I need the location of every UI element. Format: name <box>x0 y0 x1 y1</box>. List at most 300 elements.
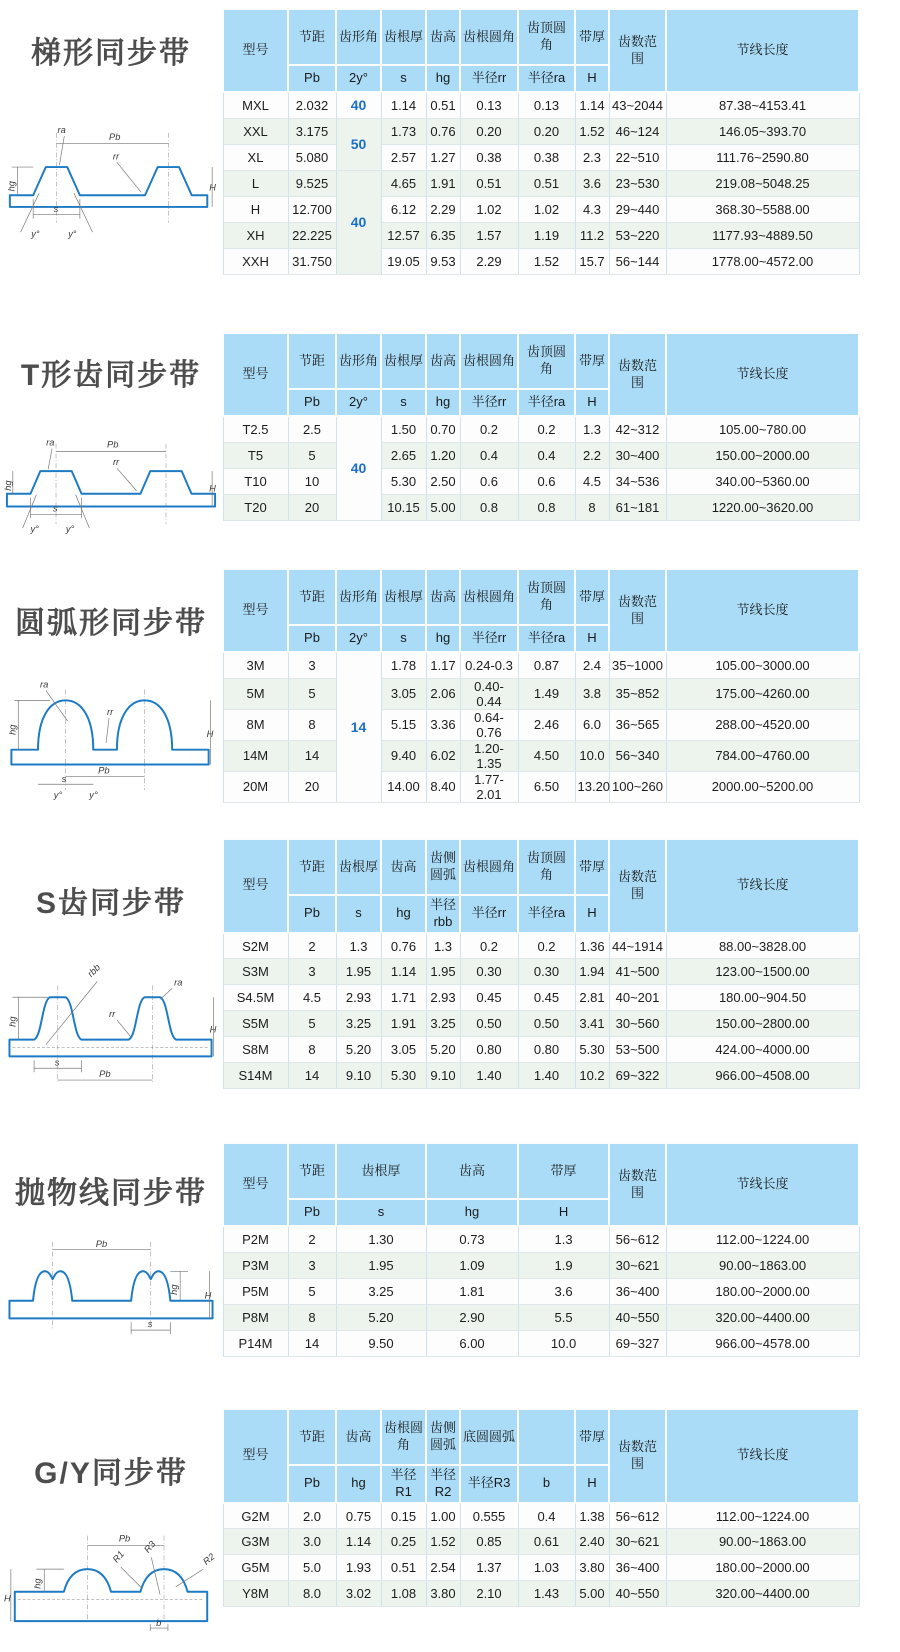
column-header: Pb <box>288 895 336 933</box>
h-label: H <box>209 1024 217 1035</box>
table-row <box>223 959 859 985</box>
rr-leader-line <box>117 162 141 192</box>
section-left-column <box>0 568 222 800</box>
value-cell: 3.41 <box>575 1011 609 1037</box>
value-cell: 9.53 <box>426 248 460 274</box>
column-header: 齿形角 <box>336 569 381 625</box>
column-header <box>518 1409 575 1465</box>
model-cell: G5M <box>223 1555 288 1581</box>
section-left-column <box>0 838 222 1086</box>
column-header: 齿数范围 <box>609 333 666 416</box>
value-cell: 1.36 <box>575 933 609 959</box>
value-cell: 44~1914 <box>609 933 666 959</box>
value-cell: 105.00~780.00 <box>666 416 859 442</box>
value-cell: 1.52 <box>426 1529 460 1555</box>
value-cell: 100~260 <box>609 771 666 802</box>
value-cell: 56~340 <box>609 740 666 771</box>
value-cell: 53~500 <box>609 1037 666 1063</box>
table-row <box>223 1278 859 1304</box>
column-header: 节线长度 <box>666 333 859 416</box>
table-row <box>223 1011 859 1037</box>
value-cell: 1778.00~4572.00 <box>666 248 859 274</box>
value-cell: 112.00~1224.00 <box>666 1503 859 1529</box>
value-cell: 1.14 <box>575 92 609 118</box>
model-cell: T20 <box>223 494 288 520</box>
pb-label: Pb <box>107 439 119 450</box>
value-cell: 105.00~3000.00 <box>666 652 859 678</box>
value-cell: 14 <box>288 740 336 771</box>
value-cell: 0.76 <box>381 933 426 959</box>
model-cell: 20M <box>223 771 288 802</box>
value-cell: 2.032 <box>288 92 336 118</box>
value-cell: 3.05 <box>381 1037 426 1063</box>
value-cell: 3.02 <box>336 1581 381 1607</box>
column-header: H <box>575 65 609 92</box>
pb-label: Pb <box>99 1069 111 1080</box>
s-label: s <box>53 503 58 514</box>
s-tooth-belt-profile-diagram <box>4 946 218 1086</box>
value-cell: 29~440 <box>609 196 666 222</box>
model-cell: 14M <box>223 740 288 771</box>
rbb-label: rbb <box>85 962 103 979</box>
h-label: H <box>3 1593 11 1604</box>
column-header: hg <box>336 1465 381 1503</box>
value-cell: 1.02 <box>518 196 575 222</box>
value-cell: 784.00~4760.00 <box>666 740 859 771</box>
ra-label: ra <box>46 437 55 448</box>
value-cell: 35~1000 <box>609 652 666 678</box>
value-cell: 180.00~904.50 <box>666 985 859 1011</box>
model-cell: S14M <box>223 1063 288 1089</box>
column-header: 齿根厚 <box>336 1143 426 1199</box>
value-cell: 0.25 <box>381 1529 426 1555</box>
angle-line <box>21 193 39 232</box>
section-trapezoid-belt <box>0 8 900 275</box>
angle-label: y° <box>68 229 77 240</box>
value-cell: 0.40-0.44 <box>460 678 518 709</box>
column-header: 半径rr <box>460 65 518 92</box>
section-title: 圆弧形同步带 <box>15 607 207 640</box>
table-row <box>223 416 859 442</box>
column-header: hg <box>381 895 426 933</box>
value-cell: 3.36 <box>426 709 460 740</box>
ra-label: ra <box>39 679 49 690</box>
value-cell: 2.2 <box>575 442 609 468</box>
value-cell: 1.3 <box>518 1226 609 1252</box>
value-cell: 1.30 <box>336 1226 426 1252</box>
column-header: hg <box>426 389 460 416</box>
column-header: 2y° <box>336 625 381 652</box>
value-cell: 53~220 <box>609 222 666 248</box>
table-row <box>223 709 859 740</box>
value-cell: 3.05 <box>381 678 426 709</box>
model-cell: S2M <box>223 933 288 959</box>
value-cell: 2.54 <box>426 1555 460 1581</box>
value-cell: 111.76~2590.80 <box>666 144 859 170</box>
value-cell: 69~322 <box>609 1063 666 1089</box>
value-cell: 6.12 <box>381 196 426 222</box>
value-cell: 5.5 <box>518 1304 609 1330</box>
value-cell: 5.30 <box>381 468 426 494</box>
column-header: 齿根圆角 <box>460 569 518 625</box>
value-cell: 1220.00~3620.00 <box>666 494 859 520</box>
model-cell: Y8M <box>223 1581 288 1607</box>
rr-label: rr <box>107 707 114 718</box>
value-cell: 2.29 <box>460 248 518 274</box>
value-cell: 3.6 <box>575 170 609 196</box>
value-cell: 0.13 <box>460 92 518 118</box>
column-header: 2y° <box>336 389 381 416</box>
column-header: 半径ra <box>518 625 575 652</box>
parabolic-belt-profile-diagram <box>5 1234 217 1338</box>
r3-leader-line <box>151 1557 160 1594</box>
value-cell: 1177.93~4889.50 <box>666 222 859 248</box>
column-header: 带厚 <box>575 839 609 895</box>
hg-label: hg <box>169 1284 180 1295</box>
table-row <box>223 740 859 771</box>
value-cell: 0.8 <box>518 494 575 520</box>
table-row <box>223 196 859 222</box>
value-cell: 1.95 <box>336 959 381 985</box>
column-header: Pb <box>288 625 336 652</box>
column-header: 齿根厚 <box>336 839 381 895</box>
h-label: H <box>204 1290 212 1301</box>
value-cell: 1.91 <box>426 170 460 196</box>
section-title: 梯形同步带 <box>31 37 191 70</box>
value-cell: 1.08 <box>381 1581 426 1607</box>
value-cell: 5.20 <box>426 1037 460 1063</box>
value-cell: 1.38 <box>575 1503 609 1529</box>
value-cell: 0.24-0.3 <box>460 652 518 678</box>
value-cell: 0.87 <box>518 652 575 678</box>
ra-leader-line <box>48 449 52 470</box>
value-cell: 56~612 <box>609 1503 666 1529</box>
value-cell: 1.52 <box>575 118 609 144</box>
value-cell: 88.00~3828.00 <box>666 933 859 959</box>
value-cell: 1.14 <box>381 959 426 985</box>
column-header: 带厚 <box>575 333 609 389</box>
section-title: T形齿同步带 <box>20 359 202 392</box>
value-cell: 368.30~5588.00 <box>666 196 859 222</box>
value-cell: 1.95 <box>336 1252 426 1278</box>
value-cell: 1.81 <box>426 1278 518 1304</box>
column-header: 半径rr <box>460 389 518 416</box>
value-cell: 1.43 <box>518 1581 575 1607</box>
value-cell: 5.00 <box>575 1581 609 1607</box>
value-cell: 1.9 <box>518 1252 609 1278</box>
column-header: 齿顶圆角 <box>518 839 575 895</box>
column-header: 齿高 <box>336 1409 381 1465</box>
value-cell: 5.00 <box>426 494 460 520</box>
value-cell: 10.15 <box>381 494 426 520</box>
value-cell: 1.19 <box>518 222 575 248</box>
table-row <box>223 652 859 678</box>
rr-leader-line <box>117 1020 131 1037</box>
value-cell: 22.225 <box>288 222 336 248</box>
value-cell: 6.00 <box>426 1330 518 1356</box>
value-cell: 30~400 <box>609 442 666 468</box>
value-cell: 424.00~4000.00 <box>666 1037 859 1063</box>
value-cell: 40~550 <box>609 1304 666 1330</box>
value-cell: 1.3 <box>575 416 609 442</box>
model-cell: G2M <box>223 1503 288 1529</box>
table-row <box>223 1226 859 1252</box>
value-cell: 2.50 <box>426 468 460 494</box>
value-cell: 112.00~1224.00 <box>666 1226 859 1252</box>
column-header: H <box>518 1199 609 1226</box>
model-cell: S8M <box>223 1037 288 1063</box>
value-cell: 180.00~2000.00 <box>666 1555 859 1581</box>
rbb-leader-line <box>46 981 97 1044</box>
value-cell: 6.35 <box>426 222 460 248</box>
value-cell: 1.73 <box>381 118 426 144</box>
value-cell: 0.76 <box>426 118 460 144</box>
value-cell: 3.0 <box>288 1529 336 1555</box>
pb-label: Pb <box>109 131 121 142</box>
column-header: 齿数范围 <box>609 1143 666 1226</box>
value-cell: 87.38~4153.41 <box>666 92 859 118</box>
pb-label: Pb <box>95 1238 108 1249</box>
value-cell: 69~327 <box>609 1330 666 1356</box>
value-cell: 5.30 <box>381 1063 426 1089</box>
value-cell: 123.00~1500.00 <box>666 959 859 985</box>
header-row <box>223 9 859 65</box>
value-cell: 1.20-1.35 <box>460 740 518 771</box>
value-cell: 1.37 <box>460 1555 518 1581</box>
table-row <box>223 144 859 170</box>
value-cell: 320.00~4400.00 <box>666 1304 859 1330</box>
value-cell: 3.25 <box>336 1278 426 1304</box>
ra-leader-line <box>46 691 68 722</box>
column-header: s <box>381 389 426 416</box>
value-cell: 1.95 <box>426 959 460 985</box>
model-cell: P2M <box>223 1226 288 1252</box>
value-cell: 15.7 <box>575 248 609 274</box>
value-cell: 9.10 <box>336 1063 381 1089</box>
table-row <box>223 118 859 144</box>
column-header: 节距 <box>288 569 336 625</box>
value-cell: 0.555 <box>460 1503 518 1529</box>
model-cell: S5M <box>223 1011 288 1037</box>
value-cell: 2.81 <box>575 985 609 1011</box>
hg-label: hg <box>6 181 17 192</box>
column-header: H <box>575 389 609 416</box>
value-cell: 2.06 <box>426 678 460 709</box>
value-cell: 5.30 <box>575 1037 609 1063</box>
r2-leader-line <box>176 1569 203 1587</box>
value-cell: 0.15 <box>381 1503 426 1529</box>
s-label: s <box>54 1057 60 1068</box>
r2-label: R2 <box>201 1551 217 1567</box>
value-cell: 42~312 <box>609 416 666 442</box>
value-cell: 2.40 <box>575 1529 609 1555</box>
header-row <box>223 333 859 389</box>
value-cell: 2.29 <box>426 196 460 222</box>
value-cell: 0.38 <box>518 144 575 170</box>
column-header: 2y° <box>336 65 381 92</box>
value-cell: 8 <box>288 709 336 740</box>
header-row <box>223 1409 859 1465</box>
value-cell: 2.4 <box>575 652 609 678</box>
belt-outline <box>7 471 215 506</box>
r3-label: R3 <box>142 1539 158 1555</box>
column-header: 齿形角 <box>336 333 381 389</box>
hg-label: hg <box>32 1578 43 1589</box>
value-cell: 35~852 <box>609 678 666 709</box>
s-label: s <box>53 203 59 214</box>
value-cell: 0.6 <box>460 468 518 494</box>
table-row <box>223 170 859 196</box>
angle-label: y° <box>89 790 98 800</box>
section-arc-belt <box>0 568 900 803</box>
column-header: H <box>575 625 609 652</box>
value-cell: 5.20 <box>336 1037 381 1063</box>
value-cell: 150.00~2800.00 <box>666 1011 859 1037</box>
value-cell: 2000.00~5200.00 <box>666 771 859 802</box>
column-header: 齿数范围 <box>609 839 666 933</box>
value-cell: 20 <box>288 771 336 802</box>
value-cell: 0.4 <box>518 1503 575 1529</box>
table-row <box>223 468 859 494</box>
arc-spec-table <box>222 568 860 803</box>
column-header: 齿高 <box>426 1143 518 1199</box>
value-cell: 9.10 <box>426 1063 460 1089</box>
pb-label: Pb <box>98 765 110 776</box>
column-header: Pb <box>288 1465 336 1503</box>
value-cell: 175.00~4260.00 <box>666 678 859 709</box>
value-cell: 1.50 <box>381 416 426 442</box>
column-header: hg <box>426 65 460 92</box>
column-header: 半径rbb <box>426 895 460 933</box>
column-header: 型号 <box>223 569 288 652</box>
value-cell: 1.40 <box>460 1063 518 1089</box>
column-header: 型号 <box>223 1143 288 1226</box>
value-cell: 10.0 <box>575 740 609 771</box>
column-header: 节距 <box>288 1409 336 1465</box>
value-cell: 5 <box>288 1278 336 1304</box>
value-cell: 9.40 <box>381 740 426 771</box>
value-cell: 40 <box>336 170 381 274</box>
value-cell: 0.75 <box>336 1503 381 1529</box>
h-label: H <box>206 728 214 739</box>
value-cell: 36~400 <box>609 1278 666 1304</box>
value-cell: 1.17 <box>426 652 460 678</box>
section-parabolic-belt <box>0 1142 900 1357</box>
column-header: 半径R1 <box>381 1465 426 1503</box>
column-header: 齿形角 <box>336 9 381 65</box>
model-cell: P3M <box>223 1252 288 1278</box>
value-cell: 1.57 <box>460 222 518 248</box>
column-header: 半径ra <box>518 389 575 416</box>
value-cell: 5.0 <box>288 1555 336 1581</box>
value-cell: 1.14 <box>336 1529 381 1555</box>
value-cell: 6.50 <box>518 771 575 802</box>
model-cell: XH <box>223 222 288 248</box>
value-cell: 12.700 <box>288 196 336 222</box>
value-cell: 6.0 <box>575 709 609 740</box>
column-header: s <box>336 895 381 933</box>
s-tooth-spec-table <box>222 838 860 1089</box>
column-header: 半径rr <box>460 895 518 933</box>
value-cell: 3.25 <box>426 1011 460 1037</box>
value-cell: 56~144 <box>609 248 666 274</box>
value-cell: 288.00~4520.00 <box>666 709 859 740</box>
value-cell: 8 <box>575 494 609 520</box>
value-cell: 8.0 <box>288 1581 336 1607</box>
model-cell: G3M <box>223 1529 288 1555</box>
model-cell: XL <box>223 144 288 170</box>
trapezoid-belt-profile-diagram <box>4 98 218 240</box>
value-cell: 2.3 <box>575 144 609 170</box>
value-cell: 4.5 <box>575 468 609 494</box>
value-cell: 10.0 <box>518 1330 609 1356</box>
value-cell: 0.30 <box>460 959 518 985</box>
header-row <box>223 569 859 625</box>
value-cell: 1.91 <box>381 1011 426 1037</box>
value-cell: 0.80 <box>518 1037 575 1063</box>
column-header: Pb <box>288 65 336 92</box>
column-header: 半径R2 <box>426 1465 460 1503</box>
model-cell: L <box>223 170 288 196</box>
value-cell: 180.00~2000.00 <box>666 1278 859 1304</box>
value-cell: 1.14 <box>381 92 426 118</box>
value-cell: 3.80 <box>575 1555 609 1581</box>
table-row <box>223 1063 859 1089</box>
value-cell: 966.00~4508.00 <box>666 1063 859 1089</box>
table-row <box>223 1555 859 1581</box>
value-cell: 8.40 <box>426 771 460 802</box>
value-cell: 14 <box>336 652 381 802</box>
model-cell: S4.5M <box>223 985 288 1011</box>
value-cell: 10.2 <box>575 1063 609 1089</box>
value-cell: 0.20 <box>460 118 518 144</box>
value-cell: 3.6 <box>518 1278 609 1304</box>
table-row <box>223 1304 859 1330</box>
value-cell: 2.5 <box>288 416 336 442</box>
value-cell: 1.93 <box>336 1555 381 1581</box>
hg-label: hg <box>3 480 13 491</box>
value-cell: 5.080 <box>288 144 336 170</box>
arc-belt-profile-diagram <box>6 656 216 800</box>
column-header: hg <box>426 625 460 652</box>
trapezoid-spec-table <box>222 8 860 275</box>
column-header: 节距 <box>288 1143 336 1199</box>
model-cell: P8M <box>223 1304 288 1330</box>
value-cell: 0.6 <box>518 468 575 494</box>
value-cell: 11.2 <box>575 222 609 248</box>
value-cell: 5 <box>288 678 336 709</box>
table-row <box>223 222 859 248</box>
table-row <box>223 1581 859 1607</box>
value-cell: 2.93 <box>426 985 460 1011</box>
model-cell: 5M <box>223 678 288 709</box>
column-header: 齿根厚 <box>381 569 426 625</box>
value-cell: 46~124 <box>609 118 666 144</box>
value-cell: 14 <box>288 1063 336 1089</box>
table-row <box>223 1503 859 1529</box>
h-label: H <box>209 483 216 494</box>
gy-belt-profile-diagram <box>3 1518 219 1634</box>
value-cell: 41~500 <box>609 959 666 985</box>
value-cell: 2.90 <box>426 1304 518 1330</box>
model-cell: P14M <box>223 1330 288 1356</box>
value-cell: 22~510 <box>609 144 666 170</box>
value-cell: 30~621 <box>609 1252 666 1278</box>
value-cell: 8 <box>288 1037 336 1063</box>
column-header: 齿侧圆弧 <box>426 839 460 895</box>
value-cell: 1.09 <box>426 1252 518 1278</box>
table-row <box>223 92 859 118</box>
